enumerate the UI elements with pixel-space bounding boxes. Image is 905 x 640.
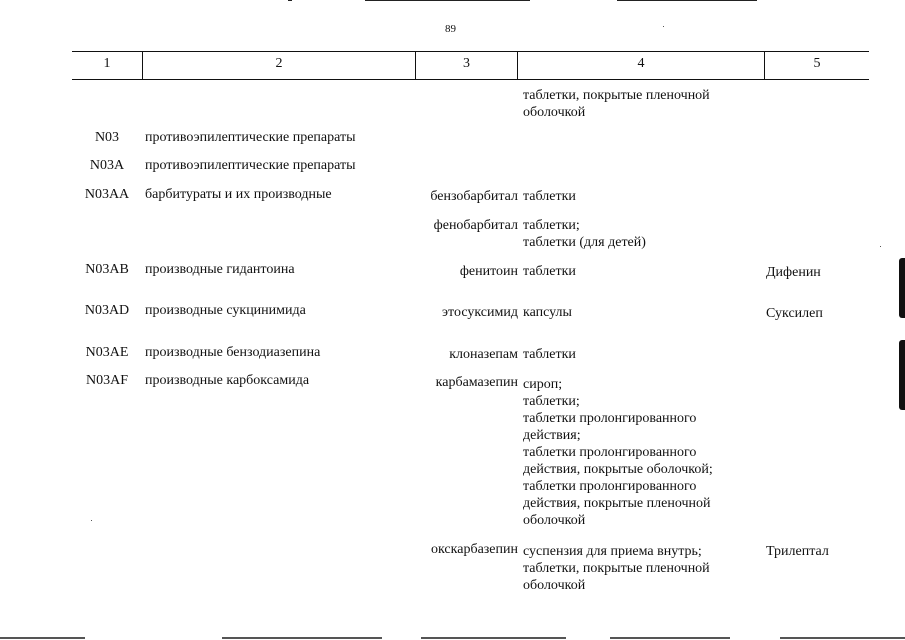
scan-edge-line [617,0,757,1]
atc-group-name: производные гидантоина [145,262,295,277]
trade-name: Дифенин [766,265,821,280]
inn-name: карбамазепин [435,375,518,390]
atc-group-name: производные бензодиазепина [145,345,321,360]
header-col-2: 2 [275,56,283,71]
scan-edge-line [222,637,382,639]
trade-name: Суксилеп [766,306,823,321]
dosage-form-line: таблетки пролонгированного [523,411,697,426]
dosage-form-line: действия, покрытые оболочкой; [523,462,713,477]
page-number: 89 [445,23,456,35]
scan-edge-mark [899,340,905,410]
scan-speck [91,520,92,521]
inn-name: фенобарбитал [433,218,518,233]
dosage-form-line: таблетки (для детей) [523,235,646,250]
dosage-form-line: действия, покрытые пленочной [523,496,711,511]
inn-name: бензобарбитал [430,189,518,204]
scan-edge-line [288,0,292,1]
atc-code: N03A [89,158,125,173]
dosage-form-line: суспензия для приема внутрь; [523,544,702,559]
scan-edge-line [421,637,566,639]
atc-code: N03AA [84,187,130,202]
dosage-form-line: таблетки [523,264,576,279]
trade-name: Трилептал [766,544,829,559]
dosage-form-line: действия; [523,428,581,443]
inn-name: этосуксимид [442,305,518,320]
inn-name: окскарбазепин [430,542,518,557]
dosage-forms [523,543,763,594]
dosage-form-line: сироп; [523,377,563,392]
dosage-form-line: капсулы [523,305,572,320]
dosage-forms [523,263,763,280]
inn-name: фенитоин [459,264,518,279]
dosage-form-line: таблетки [523,347,576,362]
atc-code: N03 [94,130,120,145]
scan-edge-line [610,637,730,639]
dosage-forms [523,217,763,251]
dosage-form-line: таблетки пролонгированного [523,445,697,460]
dosage-form-line: таблетки; [523,218,580,233]
table-header [72,51,869,80]
header-col-4: 4 [637,56,645,71]
dosage-form-line: таблетки, покрытые пленочной [523,88,710,103]
header-col-1: 1 [103,56,111,71]
dosage-form-line: таблетки [523,189,576,204]
dosage-forms [523,188,763,205]
atc-group-name: производные карбоксамида [145,373,310,388]
dosage-form-line: оболочкой [523,513,586,528]
atc-group-name: противоэпилептические препараты [145,130,356,145]
atc-group-name: производные сукцинимида [145,303,306,318]
atc-group-name: противоэпилептические препараты [145,158,356,173]
header-col-5: 5 [813,56,821,71]
scan-edge-line [365,0,530,1]
atc-group-name: барбитураты и их производные [145,187,332,202]
dosage-forms [523,376,763,529]
dosage-form-line: таблетки; [523,394,580,409]
scan-edge-line [0,637,85,639]
dosage-form-line: оболочкой [523,578,586,593]
scan-speck [880,246,881,247]
dosage-form-line: оболочкой [523,105,586,120]
dosage-forms [523,87,763,121]
atc-code: N03AB [85,262,129,277]
dosage-form-line: таблетки пролонгированного [523,479,697,494]
scan-speck [663,26,664,27]
atc-code: N03AD [84,303,130,318]
inn-name: клоназепам [449,347,518,362]
dosage-forms [523,304,763,321]
dosage-form-line: таблетки, покрытые пленочной [523,561,710,576]
atc-code: N03AE [85,345,129,360]
scan-edge-line [780,637,905,639]
header-col-3: 3 [463,56,470,71]
atc-code: N03AF [85,373,128,388]
dosage-forms [523,346,763,363]
scan-edge-mark [899,258,905,318]
